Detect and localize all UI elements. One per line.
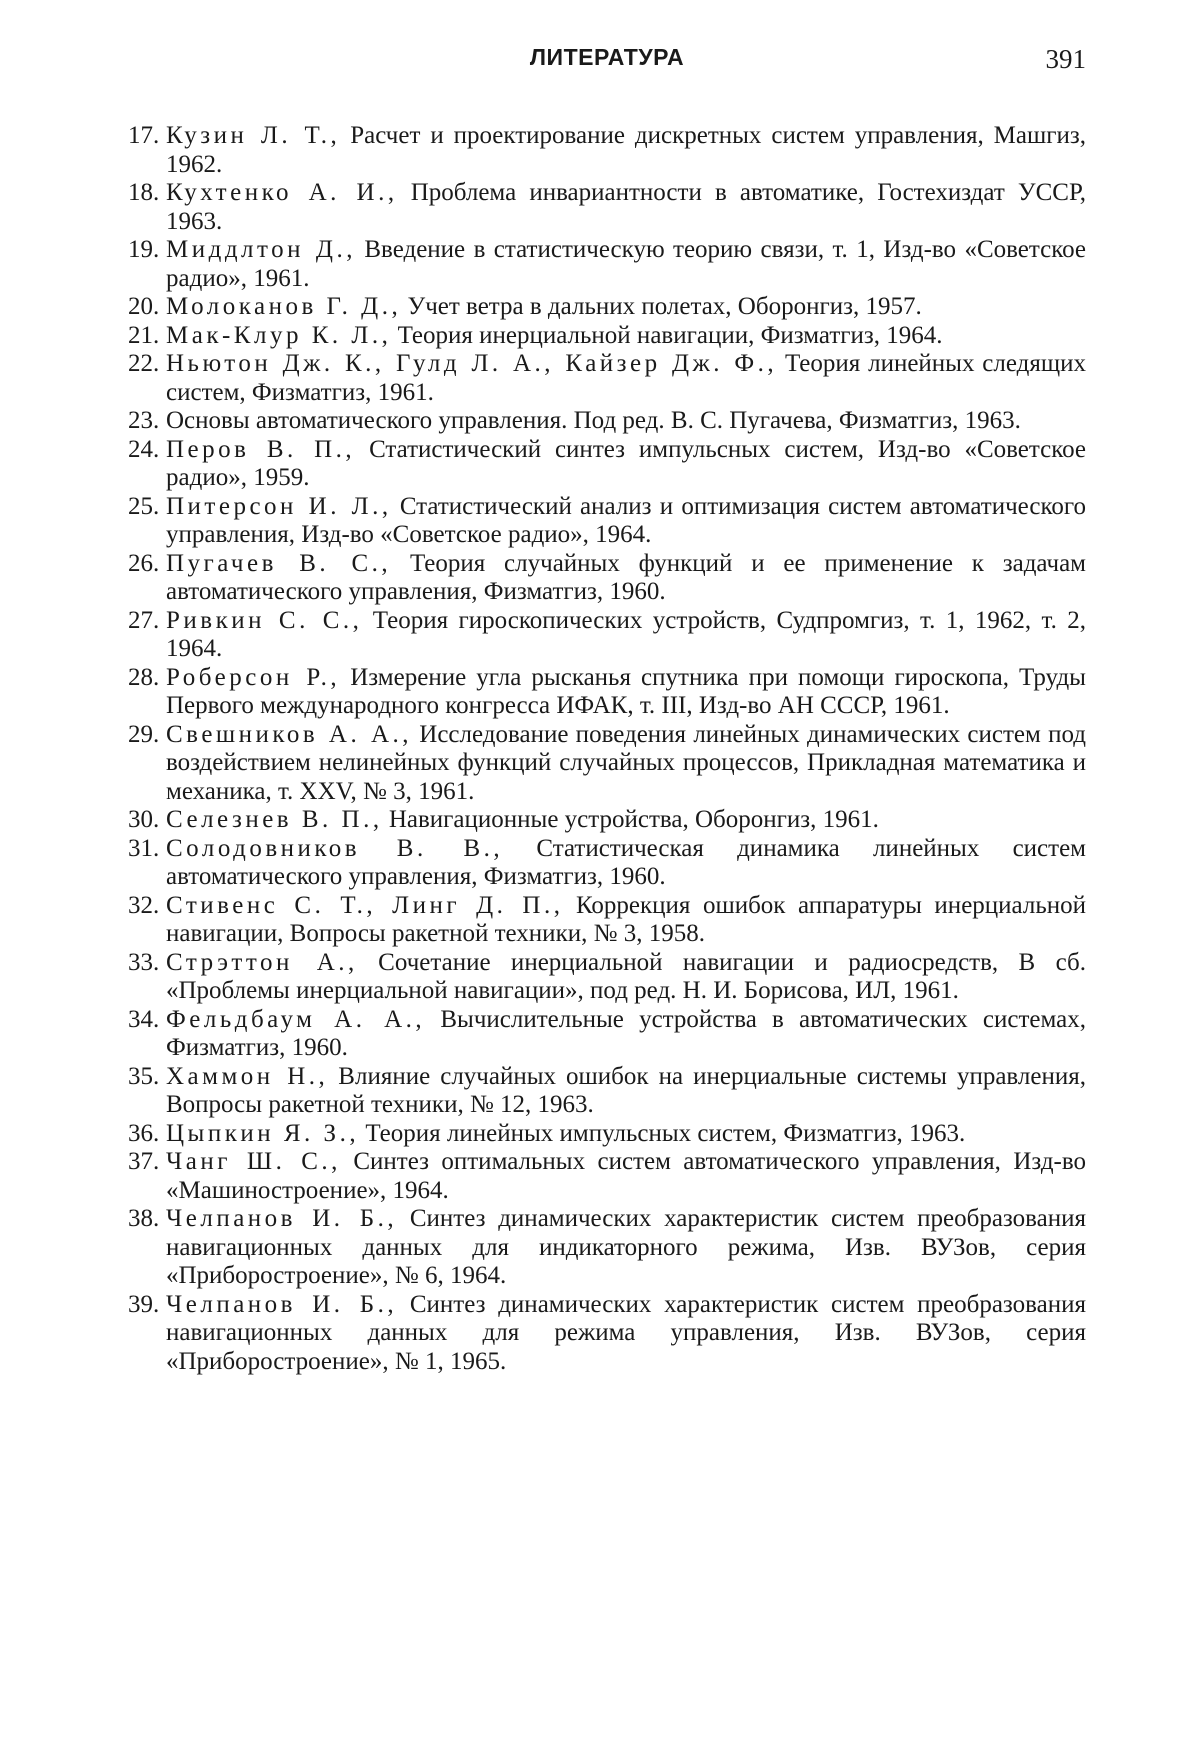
reference-details: Учет ветра в дальних полетах, Оборонгиз, 1957.: [401, 293, 922, 320]
reference-number: 29.: [128, 720, 160, 748]
reference-author: Миддлтон Д.,: [166, 236, 356, 263]
reference-number: 25.: [128, 492, 160, 520]
reference-number: 20.: [128, 293, 160, 320]
reference-author: Стрэттон А.,: [166, 948, 358, 976]
reference-item: [128, 350, 1086, 407]
reference-text: [166, 407, 1086, 436]
reference-item: [128, 236, 1086, 293]
reference-item: [128, 436, 1086, 493]
reference-item: [128, 1291, 1086, 1377]
reference-author: Челпанов И. Б.,: [166, 1290, 398, 1318]
reference-author: Молоканов Г. Д.,: [166, 293, 402, 320]
reference-details: Синтез оптимальных систем автоматического управления, Изд-во «Машиностроение», 1964.: [166, 1148, 1086, 1204]
reference-details: Введение в статистическую теорию связи, т. 1, Изд-во «Советское радио», 1961.: [166, 236, 1086, 292]
reference-author: Солодовников В. В.,: [166, 834, 504, 862]
reference-number: 36.: [128, 1119, 160, 1147]
reference-details: Статистический анализ и оптимизация систем автоматического управления, Изд-во «Советское радио», 1964.: [166, 492, 1086, 548]
reference-number: 18.: [128, 179, 160, 206]
reference-item: [128, 179, 1086, 236]
reference-details: Теория инерциальной навигации, Физматгиз, 1964.: [391, 321, 943, 349]
reference-item: [128, 1006, 1086, 1063]
reference-author: Питерсон И. Л.,: [166, 492, 392, 520]
reference-author: Селезнев В. П.,: [166, 806, 383, 833]
reference-author: Ньютон Дж. К., Гулд Л. А., Кайзер Дж. Ф.,: [166, 350, 778, 377]
reference-details: Теория линейных импульсных систем, Физматгиз, 1963.: [359, 1119, 966, 1147]
reference-text: [166, 664, 1086, 721]
reference-details: Коррекция ошибок аппаратуры инерциальной навигации, Вопросы ракетной техники, № 3, 1958.: [166, 891, 1086, 947]
reference-item: [128, 293, 1086, 322]
reference-number: 22.: [128, 350, 160, 377]
reference-details: Теория линейных следящих систем, Физматгиз, 1961.: [166, 350, 1086, 406]
reference-item: [128, 607, 1086, 664]
reference-author: Хаммон Н.,: [166, 1062, 329, 1090]
reference-text: [166, 436, 1086, 493]
reference-details: Навигационные устройства, Оборонгиз, 1961.: [382, 806, 879, 833]
reference-author: Свешников А. А.,: [166, 720, 413, 748]
reference-text: [166, 179, 1086, 236]
reference-author: Мак-Клур К. Л.,: [166, 321, 392, 349]
reference-number: 31.: [128, 834, 160, 862]
reference-number: 38.: [128, 1205, 160, 1232]
reference-author: Цыпкин Я. З.,: [166, 1119, 360, 1147]
reference-text: [166, 293, 1086, 322]
reference-item: [128, 550, 1086, 607]
reference-number: 23.: [128, 407, 160, 434]
reference-number: 26.: [128, 549, 160, 577]
reference-details: Статистическая динамика линейных систем автоматического управления, Физматгиз, 1960.: [166, 834, 1086, 890]
reference-number: 33.: [128, 948, 160, 976]
reference-item: [128, 949, 1086, 1006]
reference-text: [166, 721, 1086, 807]
reference-details: Основы автоматического управления. Под ред. В. С. Пугачева, Физматгиз, 1963.: [166, 407, 1021, 434]
running-title: ЛИТЕРАТУРА: [529, 44, 685, 70]
reference-number: 39.: [128, 1290, 160, 1318]
reference-number: 27.: [128, 606, 160, 634]
page-number: 391: [1045, 44, 1086, 74]
reference-text: [166, 949, 1086, 1006]
reference-number: 30.: [128, 806, 160, 833]
reference-item: [128, 407, 1086, 436]
reference-item: [128, 122, 1086, 179]
reference-number: 21.: [128, 321, 160, 349]
reference-text: [166, 1006, 1086, 1063]
reference-text: [166, 1063, 1086, 1120]
reference-list: [128, 122, 1086, 1376]
reference-text: [166, 607, 1086, 664]
reference-item: [128, 1120, 1086, 1149]
reference-item: [128, 721, 1086, 807]
reference-text: [166, 892, 1086, 949]
reference-item: [128, 1205, 1086, 1291]
reference-details: Влияние случайных ошибок на инерциальные системы управления, Вопросы ракетной техники, № 12, 1963.: [166, 1062, 1086, 1118]
reference-author: Перов В. П.,: [166, 435, 356, 463]
reference-text: [166, 122, 1086, 179]
reference-details: Расчет и проектирование дискретных систем управления, Машгиз, 1962.: [166, 122, 1086, 178]
reference-text: [166, 550, 1086, 607]
reference-details: Синтез динамических характеристик систем преобразования навигационных данных для режима управления, Изв. ВУЗов, серия «Приборостроение», № 1, 1965.: [166, 1290, 1086, 1375]
reference-item: [128, 1063, 1086, 1120]
reference-item: [128, 835, 1086, 892]
reference-number: 19.: [128, 236, 160, 263]
reference-item: [128, 664, 1086, 721]
reference-text: [166, 322, 1086, 351]
reference-text: [166, 1148, 1086, 1205]
reference-number: 35.: [128, 1062, 160, 1090]
reference-item: [128, 806, 1086, 835]
reference-details: Измерение угла рысканья спутника при помощи гироскопа, Труды Первого международного конгресса ИФАК, т. III, Изд-во АН СССР, 1961.: [166, 663, 1086, 719]
reference-details: Статистический синтез импульсных систем, Изд-во «Советское радио», 1959.: [166, 435, 1086, 491]
reference-text: [166, 1291, 1086, 1377]
reference-details: Вычислительные устройства в автоматических системах, Физматгиз, 1960.: [166, 1005, 1086, 1061]
reference-author: Роберсон Р.,: [166, 663, 341, 691]
reference-number: 37.: [128, 1148, 160, 1175]
reference-author: Пугачев В. С.,: [166, 549, 392, 577]
reference-number: 28.: [128, 663, 160, 691]
reference-details: Проблема инвариантности в автоматике, Гостехиздат УССР, 1963.: [166, 179, 1086, 235]
reference-text: [166, 350, 1086, 407]
reference-details: Сочетание инерциальной навигации и радиосредств, В сб. «Проблемы инерциальной навигации», под ред. Н. И. Борисова, ИЛ, 1961.: [166, 948, 1086, 1004]
reference-details: Теория случайных функций и ее применение к задачам автоматического управления, Физматгиз, 1960.: [166, 549, 1086, 605]
reference-details: Синтез динамических характеристик систем преобразования навигационных данных для индикаторного режима, Изв. ВУЗов, серия «Приборостроение», № 6, 1964.: [166, 1205, 1086, 1289]
reference-text: [166, 835, 1086, 892]
page-header: [128, 44, 1086, 84]
reference-text: [166, 1120, 1086, 1149]
reference-author: Фельдбаум А. А.,: [166, 1005, 426, 1033]
reference-author: Челпанов И. Б.,: [166, 1205, 398, 1232]
reference-author: Кухтенко А. И.,: [166, 179, 398, 206]
reference-author: Ривкин С. С.,: [166, 606, 363, 634]
reference-item: [128, 322, 1086, 351]
reference-author: Чанг Ш. С.,: [166, 1148, 341, 1175]
reference-details: Исследование поведения линейных динамических систем под воздействием нелинейных функций случайных процессов, Прикладная математика и механика, т. XXV, № 3, 1961.: [166, 720, 1086, 805]
reference-number: 17.: [128, 122, 160, 149]
reference-text: [166, 806, 1086, 835]
reference-item: [128, 493, 1086, 550]
reference-text: [166, 236, 1086, 293]
reference-author: Кузин Л. Т.,: [166, 122, 341, 149]
reference-number: 34.: [128, 1005, 160, 1033]
reference-author: Стивенс С. Т., Линг Д. П.,: [166, 891, 564, 919]
reference-text: [166, 1205, 1086, 1291]
reference-item: [128, 892, 1086, 949]
reference-text: [166, 493, 1086, 550]
reference-item: [128, 1148, 1086, 1205]
reference-number: 32.: [128, 891, 160, 919]
reference-details: Теория гироскопических устройств, Судпромгиз, т. 1, 1962, т. 2, 1964.: [166, 606, 1087, 662]
reference-number: 24.: [128, 435, 160, 463]
